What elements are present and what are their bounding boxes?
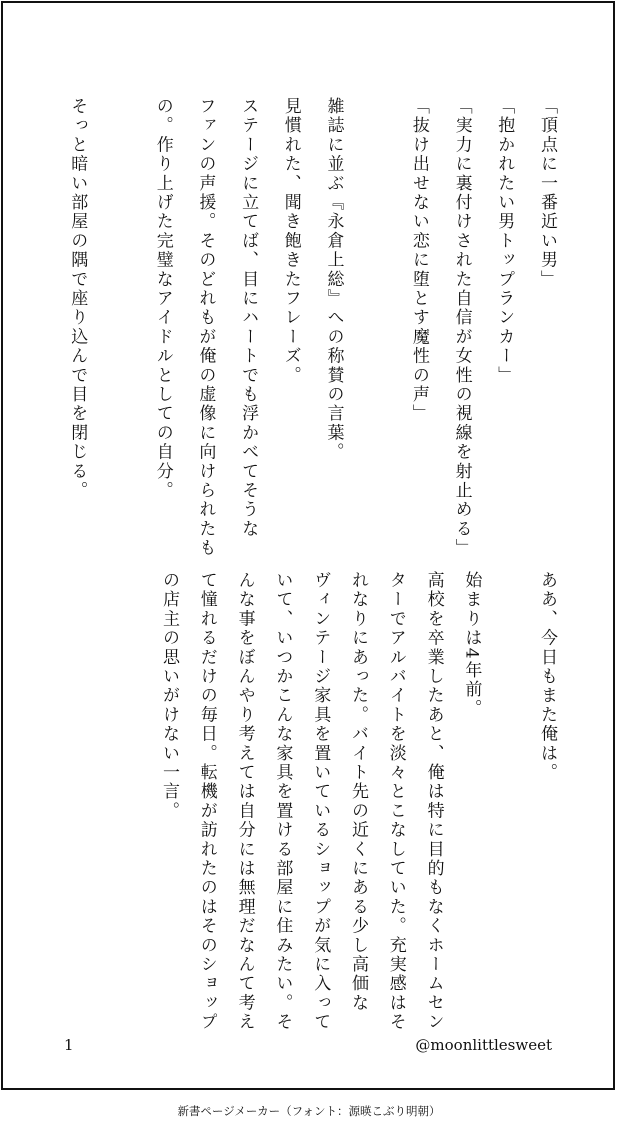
text-column: ああ、今日もまた俺は。 bbox=[537, 571, 557, 783]
page-number: 1 bbox=[64, 1036, 74, 1054]
text-column: 「抱かれたい男トップランカー」 bbox=[494, 97, 515, 385]
text-column: て憧れるだけの毎日。転機が訪れたのはそのショップ bbox=[196, 571, 217, 1032]
footer-caption: 新書ページメーカー（フォント：源暎こぶり明朝） bbox=[177, 1104, 441, 1118]
text-column: 「頂点に一番近い男」 bbox=[537, 97, 557, 289]
text-column: れなりにあった。バイト先の近くにある少し高価な bbox=[348, 571, 368, 1013]
author-credit: @moonlittlesweet bbox=[415, 1036, 552, 1054]
text-column: 雑誌に並ぶ『永倉上総』への称賛の言葉。 bbox=[323, 97, 344, 462]
text-column: んな事をぼんやり考えては自分には無理だなんて考え bbox=[234, 571, 255, 1032]
text-column: ヴィンテージ家具を置いているショップが気に入って bbox=[310, 571, 331, 1032]
text-column: の店主の思いがけない一言。 bbox=[159, 571, 179, 821]
text-column: 「抜け出せない恋に堕とす魔性の声」 bbox=[408, 97, 429, 424]
text-column: 見慣れた、聞き飽きたフレーズ。 bbox=[280, 97, 301, 385]
text-column: いて、いつかこんな家具を置ける部屋に住みたい。そ bbox=[272, 571, 293, 1032]
text-column: 「実力に裏付けされた自信が女性の視線を射止める」 bbox=[451, 97, 472, 558]
text-column: 高校を卒業したあと、俺は特に目的もなくホームセン bbox=[423, 571, 444, 1032]
text-column: ファンの声援。そのどれもが俺の虚像に向けられたも bbox=[195, 97, 216, 558]
text-column: ステージに立てば、目にハートでも浮かべてそうな bbox=[238, 97, 259, 539]
text-column: そっと暗い部屋の隅で座り込んで目を閉じる。 bbox=[67, 97, 88, 501]
text-column: 始まりは4年前。 bbox=[461, 571, 482, 719]
text-column: の。作り上げた完璧なアイドルとしての自分。 bbox=[152, 97, 173, 501]
text-column: ターでアルバイトを淡々とこなしていた。充実感はそ bbox=[385, 571, 406, 1032]
page-frame bbox=[1, 1, 615, 1090]
